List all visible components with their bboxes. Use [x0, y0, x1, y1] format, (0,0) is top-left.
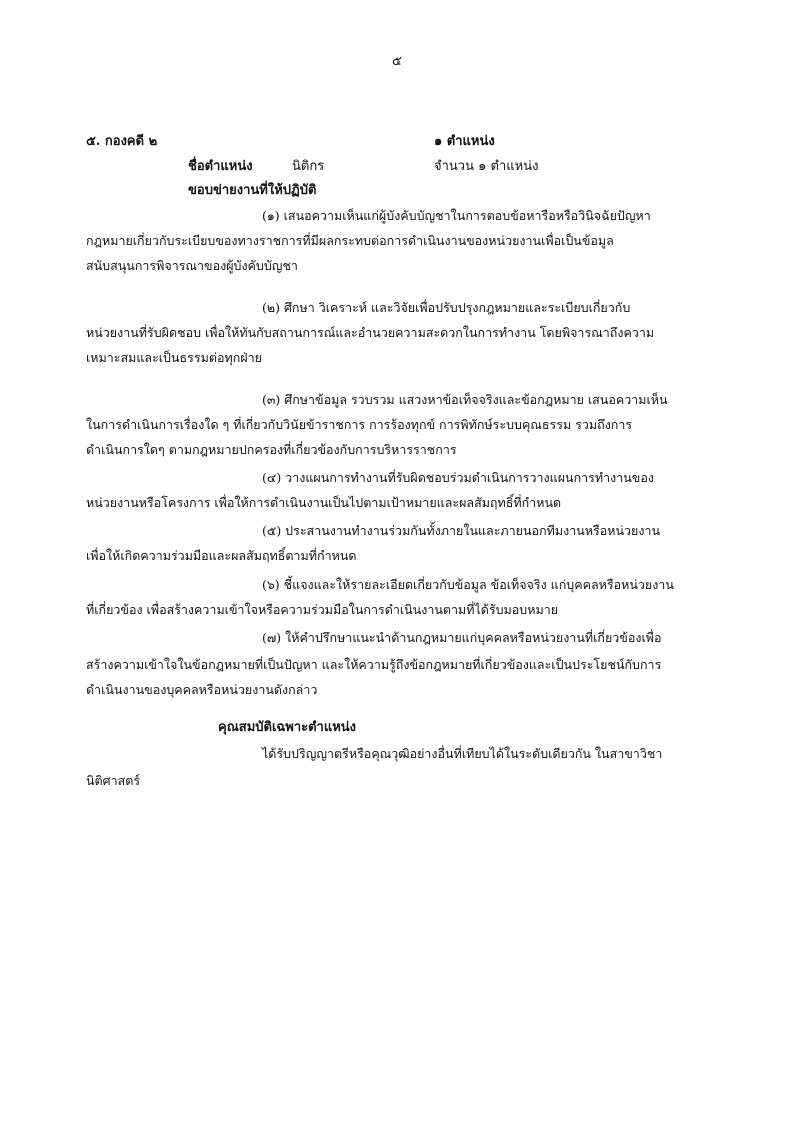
- duty-4-line-2: หน่วยงานหรือโครงการ เพื่อให้การดำเนินงานเป็นไปตามเป้าหมายและผลสัมฤทธิ์ที่กำหนด: [86, 495, 562, 510]
- duty-6-line-1: (๖) ชี้แจงและให้รายละเอียดเกี่ยวกับข้อมูล ข้อเท็จจริง แก่บุคคลหรือหน่วยงาน: [262, 577, 674, 592]
- duty-3-line-2: ในการดำเนินการเรื่องใด ๆ ที่เกี่ยวกับวินัยข้าราชการ การร้องทุกข์ การพิทักษ์ระบบคุณธรรม รวมถึงการ: [86, 417, 633, 432]
- duty-5-line-2: เพื่อให้เกิดความร่วมมือและผลสัมฤทธิ์ตามที่กำหนด: [86, 548, 357, 563]
- duty-7-line-3: ดำเนินงานของบุคคลหรือหน่วยงานดังกล่าว: [86, 682, 318, 697]
- qualifications-line-1: ได้รับปริญญาตรีหรือคุณวุฒิอย่างอื่นที่เทียบได้ในระดับเดียวกัน ในสาขาวิชา: [262, 746, 663, 761]
- duty-1-line-2: กฎหมายเกี่ยวกับระเบียบของทางราชการที่มีผลกระทบต่อการดำเนินงานของหน่วยงานเพื่อเป็นข้อมูล: [86, 233, 614, 248]
- duty-4-line-1: (๔) วางแผนการทำงานที่รับผิดชอบร่วมดำเนินการวางแผนการทำงานของ: [262, 470, 654, 485]
- position-name-value: นิติกร: [292, 159, 325, 174]
- duty-2-line-1: (๒) ศึกษา วิเคราะห์ และวิจัยเพื่อปรับปรุงกฎหมายและระเบียบเกี่ยวกับ: [262, 300, 631, 315]
- division-label: ๕. กองคดี ๒: [86, 134, 158, 149]
- duty-2-line-3: เหมาะสมและเป็นธรรมต่อทุกฝ่าย: [86, 350, 262, 365]
- duty-5-line-1: (๕) ประสานงานทำงานร่วมกันทั้งภายในและภายนอกทีมงานหรือหน่วยงาน: [262, 523, 661, 538]
- duty-7-line-2: สร้างความเข้าใจในข้อกฎหมายที่เป็นปัญหา และให้ความรู้ถึงข้อกฎหมายที่เกี่ยวข้องและเป็นประโยชน์กับการ: [86, 657, 662, 672]
- qualifications-heading: คุณสมบัติเฉพาะตำแหน่ง: [218, 720, 357, 735]
- duty-3-line-1: (๓) ศึกษาข้อมูล รวบรวม แสวงหาข้อเท็จจริงและข้อกฎหมาย เสนอความเห็น: [262, 392, 668, 407]
- duty-1-line-1: (๑) เสนอความเห็นแก่ผู้บังคับบัญชาในการตอบข้อหารือหรือวินิจฉัยปัญหา: [262, 208, 651, 223]
- position-name-label: ชื่อตำแหน่ง: [188, 159, 253, 174]
- duty-2-line-2: หน่วยงานที่รับผิดชอบ เพื่อให้ทันกับสถานการณ์และอำนวยความสะดวกในการทำงาน โดยพิจารณาถึงความ: [86, 325, 655, 340]
- duty-1-line-3: สนับสนุนการพิจารณาของผู้บังคับบัญชา: [86, 258, 298, 273]
- positions-count: ๑ ตำแหน่ง: [434, 134, 495, 149]
- duty-7-line-1: (๗) ให้คำปรึกษาแนะนำด้านกฎหมายแก่บุคคลหรือหน่วยงานที่เกี่ยวข้องเพื่อ: [262, 630, 662, 645]
- duties-heading: ขอบข่ายงานที่ให้ปฏิบัติ: [188, 183, 317, 198]
- qualifications-line-2: นิติศาสตร์: [86, 773, 141, 788]
- duty-6-line-2: ที่เกี่ยวข้อง เพื่อสร้างความเข้าใจหรือความร่วมมือในการดำเนินงานตามที่ได้รับมอบหมาย: [86, 602, 559, 617]
- page-number: ๕: [392, 54, 402, 69]
- duty-3-line-3: ดำเนินการใดๆ ตามกฎหมายปกครองที่เกี่ยวข้องกับการบริหารราชการ: [86, 442, 457, 457]
- position-quantity: จำนวน ๑ ตำแหน่ง: [434, 159, 539, 174]
